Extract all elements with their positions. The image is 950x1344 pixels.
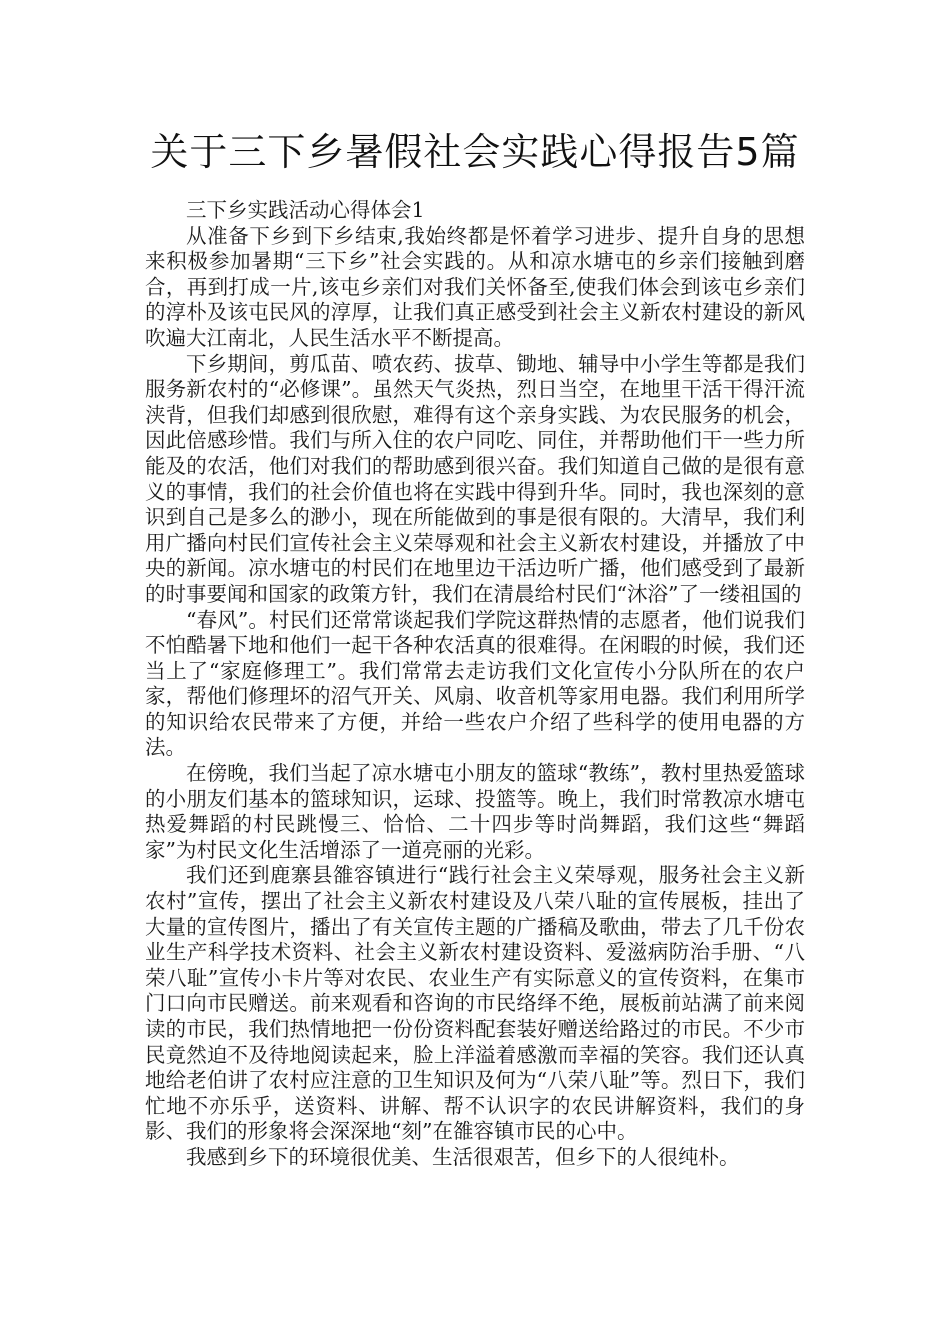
document-body — [145, 198, 805, 1171]
paragraph-3: “春风”。村民们还常常谈起我们学院这群热情的志愿者，他们说我们不怕酷暑下地和他们一起干各种农活真的很难得。在闲暇的时候，我们还当上了“家庭修理工”。我们常常去走访我们文化宣传小分队所在的农户家，帮他们修理坏的沼气开关、风扇、收音机等家用电器。我们利用所学的知识给农民带来了方便，并给一些农户介绍了些科学的使用电器的方法。 — [145, 607, 805, 760]
document-title: 关于三下乡暑假社会实践心得报告5篇 — [150, 130, 800, 174]
paragraph-1: 从准备下乡到下乡结束,我始终都是怀着学习进步、提升自身的思想来积极参加暑期“三下乡”社会实践的。从和凉水塘屯的乡亲们接触到磨合，再到打成一片,该屯乡亲们对我们关怀备至,使我们体会到该屯乡亲们的淳朴及该屯民风的淳厚，让我们真正感受到社会主义新农村建设的新风吹遍大江南北，人民生活水平不断提高。 — [145, 223, 805, 350]
paragraph-4: 在傍晚，我们当起了凉水塘屯小朋友的篮球“教练”，教村里热爱篮球的小朋友们基本的篮球知识，运球、投篮等。晚上，我们时常教凉水塘屯热爱舞蹈的村民跳慢三、恰恰、二十四步等时尚舞蹈，我们这些“舞蹈家”为村民文化生活增添了一道亮丽的光彩。 — [145, 761, 805, 862]
section-subheading: 三下乡实践活动心得体会1 — [186, 198, 425, 222]
paragraph-6: 我感到乡下的环境很优美、生活很艰苦，但乡下的人很纯朴。 — [186, 1144, 740, 1169]
paragraph-2: 下乡期间，剪瓜苗、喷农药、拔草、锄地、辅导中小学生等都是我们服务新农村的“必修课”。虽然天气炎热，烈日当空，在地里干活干得汗流浃背，但我们却感到很欣慰，难得有这个亲身实践、为农民服务的机会，因此倍感珍惜。我们与所入住的农户同吃、同住，并帮助他们干一些力所能及的农活，他们对我们的帮助感到很兴奋。我们知道自己做的是很有意义的事情，我们的社会价值也将在实践中得到升华。同时，我也深刻的意识到自己是多么的渺小，现在所能做到的事是很有限的。大清早，我们利用广播向村民们宣传社会主义荣辱观和社会主义新农村建设，并播放了中央的新闻。凉水塘屯的村民们在地里边干活边听广播，他们感受到了最新的时事要闻和国家的政策方针，我们在清晨给村民们“沐浴”了一缕祖国的 — [145, 351, 805, 606]
paragraph-5: 我们还到鹿寨县雒容镇进行“践行社会主义荣辱观，服务社会主义新农村”宣传，摆出了社会主义新农村建设及八荣八耻的宣传展板，挂出了大量的宣传图片，播出了有关宣传主题的广播稿及歌曲，带去了几千份农业生产科学技术资料、社会主义新农村建设资料、爱滋病防治手册、“八荣八耻”宣传小卡片等对农民、农业生产有实际意义的宣传资料，在集市门口向市民赠送。前来观看和咨询的市民络绎不绝，展板前站满了前来阅读的市民，我们热情地把一份份资料配套装好赠送给路过的市民。不少市民竟然迫不及待地阅读起来，脸上洋溢着感激而幸福的笑容。我们还认真地给老伯讲了农村应注意的卫生知识及何为“八荣八耻”等。烈日下，我们忙地不亦乐乎，送资料、讲解、帮不认识字的农民讲解资料，我们的身影、我们的形象将会深深地“刻”在雒容镇市民的心中。 — [145, 863, 805, 1144]
